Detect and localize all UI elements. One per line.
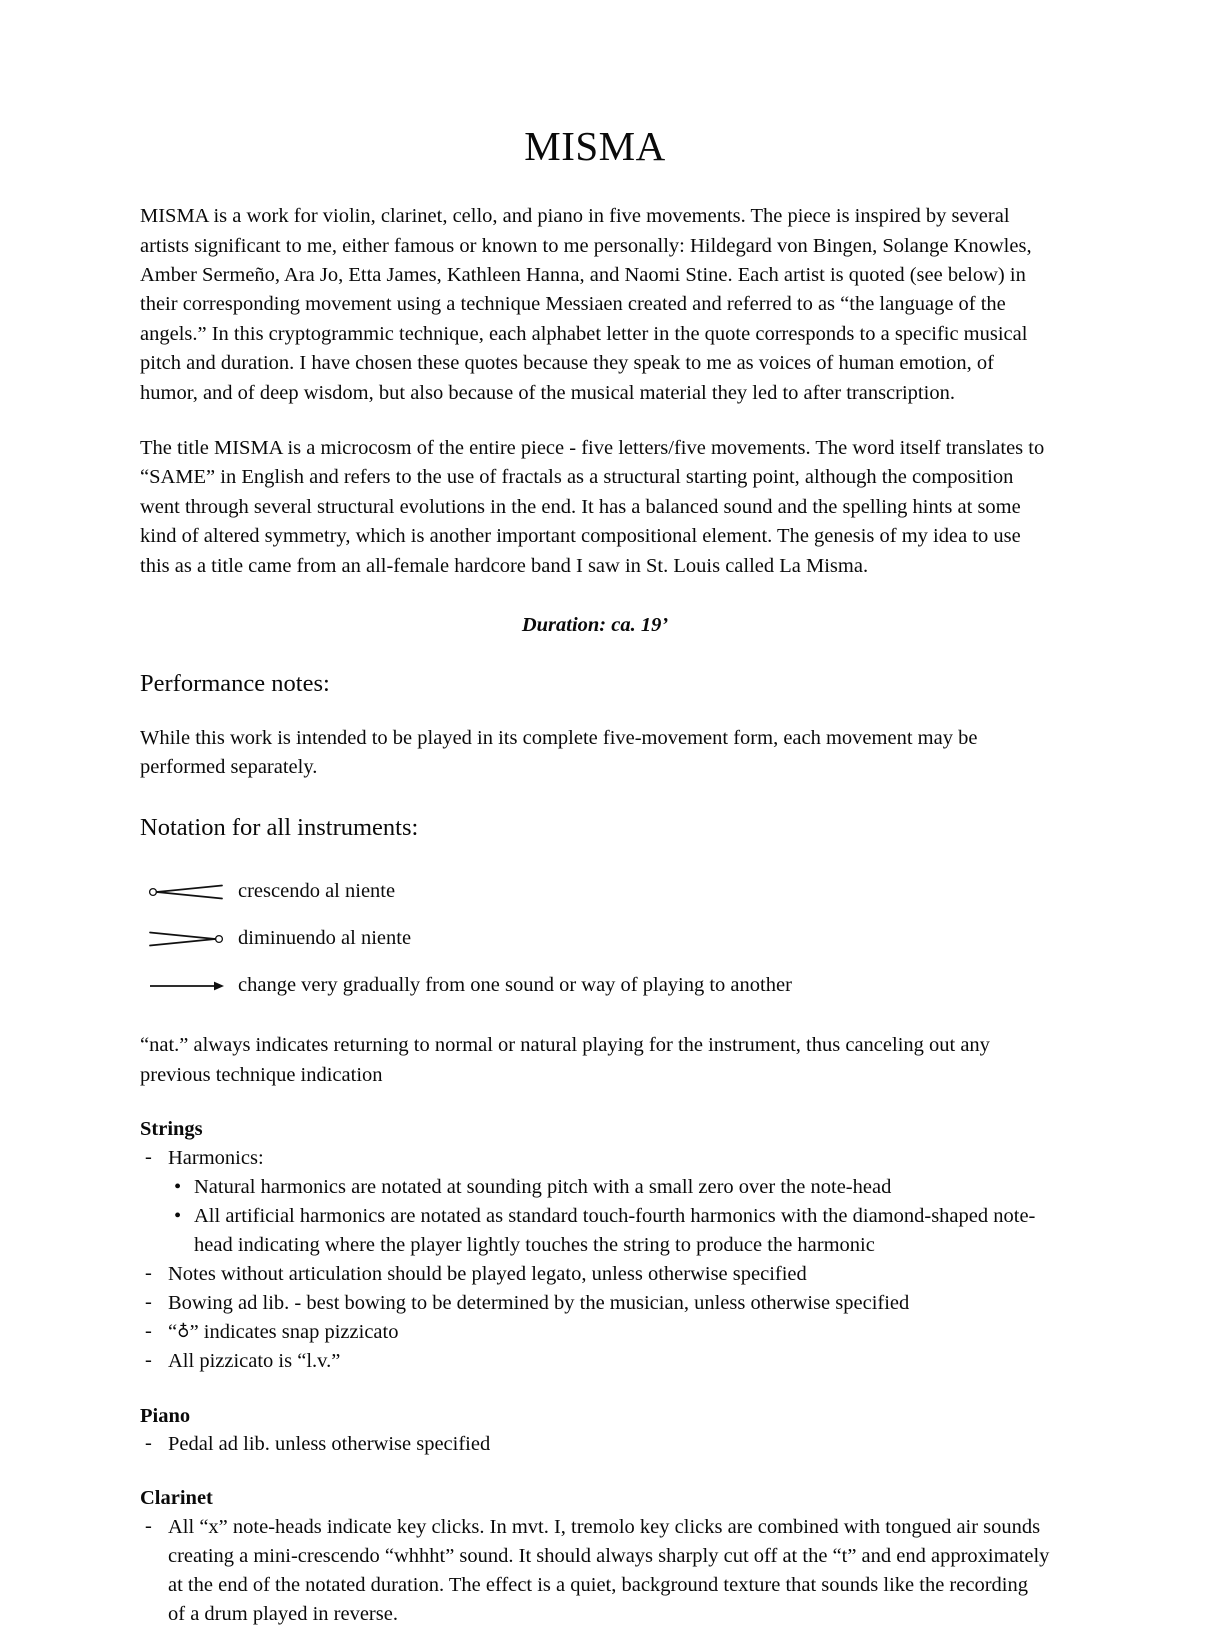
instrument-group-piano	[140, 1403, 1050, 1460]
list-item	[140, 1260, 1050, 1289]
harmonics-artificial-text: All artificial harmonics are notated as standard touch-fourth harmonics with the diamond-shaped note-head indicating where the player lightly touches the string to produce the harmonic	[194, 1204, 1036, 1256]
list-item	[140, 1289, 1050, 1318]
dot-marker-icon: •	[174, 1204, 182, 1227]
nat-indication-note: “nat.” always indicates returning to normal or natural playing for the instrument, thus canceling out any previous technique indication	[140, 1034, 990, 1086]
strings-item-list	[140, 1144, 1050, 1377]
dash-marker-icon: -	[145, 1145, 152, 1168]
notation-label-crescendo: crescendo al niente	[238, 880, 396, 903]
dash-marker-icon: -	[145, 1514, 152, 1537]
list-item	[168, 1202, 1050, 1260]
list-item	[140, 1430, 1050, 1459]
notation-label-gradual-change: change very gradually from one sound or way of playing to another	[238, 974, 792, 997]
notation-symbol-list	[140, 868, 1050, 1009]
strings-harmonics-sublist	[168, 1173, 1050, 1260]
paragraph-title-origin: The title MISMA is a microcosm of the entire piece - five letters/five movements. The word itself translates to “SAME” in English and refers to the use of fractals as a structural starting point, although the composition went through several structural evolutions in the end. It has a balanced sound and the spelling hints at some kind of altered symmetry, which is another important compositional element. The genesis of my idea to use this as a title came from an all-female hardcore band I saw in St. Louis called La Misma.	[140, 436, 1045, 577]
snap-pizzicato-icon: ♁	[177, 1322, 190, 1343]
dash-marker-icon: -	[145, 1262, 152, 1285]
strings-lv-text: All pizzicato is “l.v.”	[168, 1350, 341, 1373]
list-item	[140, 1347, 1050, 1376]
gradual-change-arrow-icon	[140, 975, 236, 997]
strings-harmonics-label: Harmonics:	[168, 1146, 264, 1169]
harmonics-natural-text: Natural harmonics are notated at sounding pitch with a small zero over the note-head	[194, 1175, 892, 1198]
performance-notes-body: While this work is intended to be played in its complete five-movement form, each movement may be performed separately.	[140, 726, 978, 778]
clarinet-item-list	[140, 1513, 1050, 1629]
instrument-group-strings	[140, 1116, 1050, 1377]
paragraph-intro: MISMA is a work for violin, clarinet, cello, and piano in five movements. The piece is inspired by several artists significant to me, either famous or known to me personally: Hildegard von Bingen, Solange Knowles, Amber Sermeño, Ara Jo, Etta James, Kathleen Hanna, and Naomi Stine. Each artist is quoted (see below) in their corresponding movement using a technique Messiaen created and referred to as “the language of the angels.” In this cryptogrammic technique, each alphabet letter in the quote corresponds to a specific musical pitch and duration. I have chosen these quotes because they speak to me as voices of human emotion, of humor, and of deep wisdom, but also because of the musical material they led to after transcription.	[140, 205, 1032, 404]
list-item	[140, 1318, 1050, 1347]
notation-row-gradual-change	[140, 962, 1050, 1009]
strings-legato-text: Notes without articulation should be played legato, unless otherwise specified	[168, 1263, 807, 1286]
dash-marker-icon: -	[145, 1432, 152, 1455]
notation-row-diminuendo	[140, 915, 1050, 962]
performance-notes-heading: Performance notes:	[140, 669, 330, 697]
dot-marker-icon: •	[174, 1175, 182, 1198]
notation-row-crescendo	[140, 868, 1050, 915]
list-item	[168, 1173, 1050, 1202]
piano-pedal-text: Pedal ad lib. unless otherwise specified	[168, 1433, 491, 1456]
list-item	[140, 1144, 1050, 1260]
notation-label-diminuendo: diminuendo al niente	[238, 927, 412, 950]
piano-item-list	[140, 1430, 1050, 1459]
page-title: MISMA	[524, 123, 666, 169]
snap-pizz-open-quote: “	[168, 1321, 178, 1344]
dash-marker-icon: -	[145, 1291, 152, 1314]
crescendo-al-niente-hairpin-icon	[140, 881, 236, 903]
dash-marker-icon: -	[145, 1349, 152, 1372]
instrument-group-clarinet	[140, 1485, 1050, 1629]
diminuendo-al-niente-hairpin-icon	[140, 928, 236, 950]
clarinet-heading: Clarinet	[140, 1487, 213, 1510]
duration-line: Duration: ca. 19’	[521, 613, 669, 636]
snap-pizz-text: ” indicates snap pizzicato	[189, 1321, 399, 1344]
strings-heading: Strings	[140, 1117, 203, 1140]
piano-heading: Piano	[140, 1404, 191, 1427]
document-content	[140, 0, 1050, 1629]
list-item	[140, 1513, 1050, 1629]
dash-marker-icon: -	[145, 1320, 152, 1343]
clarinet-key-clicks-text: All “x” note-heads indicate key clicks. In mvt. I, tremolo key clicks are combined with tongued air sounds creating a mini-crescendo “whhht” sound. It should always sharply cut off at the “t” and end approximately at the end of the notated duration. The effect is a quiet, background texture that sounds like the recording of a drum played in reverse.	[168, 1515, 1050, 1626]
notation-heading: Notation for all instruments:	[140, 814, 419, 842]
strings-bowing-text: Bowing ad lib. - best bowing to be determined by the musician, unless otherwise specified	[168, 1292, 910, 1315]
